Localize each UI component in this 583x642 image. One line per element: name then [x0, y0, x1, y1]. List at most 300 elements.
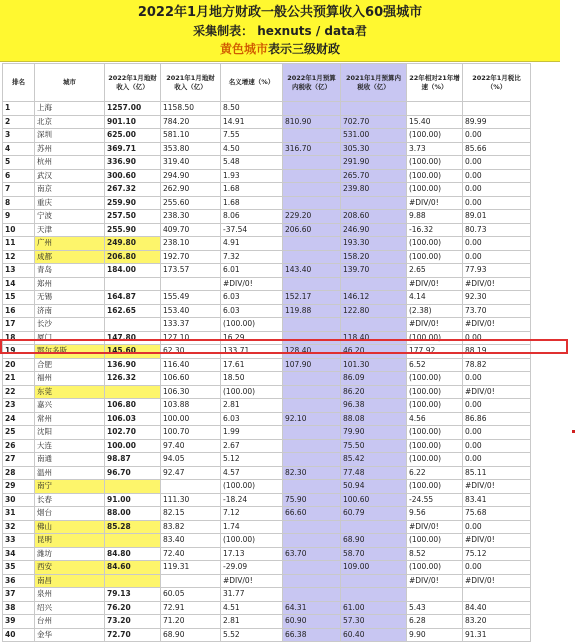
- tax-growth-cell[interactable]: (100.00): [407, 534, 463, 548]
- city-cell[interactable]: 厦门: [35, 331, 105, 345]
- table-row[interactable]: [3, 277, 531, 291]
- tax-ratio-cell[interactable]: 75.68: [463, 507, 531, 521]
- city-cell[interactable]: 无锡: [35, 291, 105, 305]
- tax-2022-cell[interactable]: 66.60: [283, 507, 341, 521]
- revenue-2022-cell[interactable]: 145.60: [105, 345, 161, 359]
- city-cell[interactable]: 广州: [35, 237, 105, 251]
- rank-cell[interactable]: 6: [3, 169, 35, 183]
- tax-2021-cell[interactable]: 265.70: [341, 169, 407, 183]
- tax-2021-cell[interactable]: 61.00: [341, 601, 407, 615]
- rank-cell[interactable]: 21: [3, 372, 35, 386]
- growth-cell[interactable]: 4.91: [221, 237, 283, 251]
- column-header[interactable]: 名义增速（%）: [221, 64, 283, 102]
- table-row[interactable]: [3, 385, 531, 399]
- revenue-2021-cell[interactable]: 83.82: [161, 520, 221, 534]
- growth-cell[interactable]: (100.00): [221, 534, 283, 548]
- tax-growth-cell[interactable]: (100.00): [407, 480, 463, 494]
- growth-cell[interactable]: 31.77: [221, 588, 283, 602]
- growth-cell[interactable]: 5.12: [221, 453, 283, 467]
- revenue-2021-cell[interactable]: 94.05: [161, 453, 221, 467]
- revenue-2022-cell[interactable]: 102.70: [105, 426, 161, 440]
- growth-cell[interactable]: 4.51: [221, 601, 283, 615]
- rank-cell[interactable]: 7: [3, 183, 35, 197]
- tax-2021-cell[interactable]: 305.30: [341, 142, 407, 156]
- growth-cell[interactable]: 4.57: [221, 466, 283, 480]
- revenue-2021-cell[interactable]: 92.47: [161, 466, 221, 480]
- tax-growth-cell[interactable]: (100.00): [407, 453, 463, 467]
- revenue-2022-cell[interactable]: 267.32: [105, 183, 161, 197]
- table-row[interactable]: [3, 601, 531, 615]
- table-row[interactable]: [3, 237, 531, 251]
- growth-cell[interactable]: #DIV/0!: [221, 574, 283, 588]
- tax-ratio-cell[interactable]: #DIV/0!: [463, 574, 531, 588]
- rank-cell[interactable]: 20: [3, 358, 35, 372]
- table-row[interactable]: [3, 628, 531, 642]
- city-cell[interactable]: 佛山: [35, 520, 105, 534]
- revenue-2021-cell[interactable]: 100.00: [161, 412, 221, 426]
- tax-2022-cell[interactable]: 60.90: [283, 615, 341, 629]
- table-row[interactable]: [3, 466, 531, 480]
- tax-2022-cell[interactable]: 119.88: [283, 304, 341, 318]
- revenue-2022-cell[interactable]: 79.13: [105, 588, 161, 602]
- rank-cell[interactable]: 27: [3, 453, 35, 467]
- tax-2021-cell[interactable]: 122.80: [341, 304, 407, 318]
- revenue-2021-cell[interactable]: 173.57: [161, 264, 221, 278]
- revenue-2022-cell[interactable]: 76.20: [105, 601, 161, 615]
- growth-cell[interactable]: -18.24: [221, 493, 283, 507]
- growth-cell[interactable]: 2.67: [221, 439, 283, 453]
- tax-ratio-cell[interactable]: 89.99: [463, 115, 531, 129]
- tax-2021-cell[interactable]: 77.48: [341, 466, 407, 480]
- revenue-2022-cell[interactable]: 106.80: [105, 399, 161, 413]
- tax-growth-cell[interactable]: (100.00): [407, 439, 463, 453]
- tax-2021-cell[interactable]: 86.20: [341, 385, 407, 399]
- city-cell[interactable]: 金华: [35, 628, 105, 642]
- tax-growth-cell[interactable]: 6.52: [407, 358, 463, 372]
- revenue-2021-cell[interactable]: 127.10: [161, 331, 221, 345]
- growth-cell[interactable]: 8.50: [221, 102, 283, 116]
- city-cell[interactable]: 北京: [35, 115, 105, 129]
- tax-2022-cell[interactable]: [283, 426, 341, 440]
- table-row[interactable]: [3, 426, 531, 440]
- tax-2022-cell[interactable]: [283, 156, 341, 170]
- table-row[interactable]: [3, 115, 531, 129]
- table-row[interactable]: [3, 318, 531, 332]
- revenue-2022-cell[interactable]: 1257.00: [105, 102, 161, 116]
- tax-2021-cell[interactable]: 118.40: [341, 331, 407, 345]
- table-row[interactable]: [3, 102, 531, 116]
- revenue-2021-cell[interactable]: 82.15: [161, 507, 221, 521]
- tax-2021-cell[interactable]: 146.12: [341, 291, 407, 305]
- city-cell[interactable]: 长春: [35, 493, 105, 507]
- table-row[interactable]: [3, 358, 531, 372]
- tax-ratio-cell[interactable]: 0.00: [463, 426, 531, 440]
- revenue-2022-cell[interactable]: 901.10: [105, 115, 161, 129]
- tax-ratio-cell[interactable]: 0.00: [463, 196, 531, 210]
- column-header[interactable]: 2021年1月预算内税收（亿）: [341, 64, 407, 102]
- tax-growth-cell[interactable]: 8.52: [407, 547, 463, 561]
- growth-cell[interactable]: 2.81: [221, 399, 283, 413]
- tax-2022-cell[interactable]: [283, 439, 341, 453]
- city-cell[interactable]: 南宁: [35, 480, 105, 494]
- rank-cell[interactable]: 26: [3, 439, 35, 453]
- rank-cell[interactable]: 5: [3, 156, 35, 170]
- table-row[interactable]: [3, 372, 531, 386]
- city-cell[interactable]: 苏州: [35, 142, 105, 156]
- tax-ratio-cell[interactable]: 77.93: [463, 264, 531, 278]
- tax-2021-cell[interactable]: [341, 520, 407, 534]
- tax-2022-cell[interactable]: [283, 372, 341, 386]
- city-cell[interactable]: 南京: [35, 183, 105, 197]
- tax-2021-cell[interactable]: 702.70: [341, 115, 407, 129]
- tax-2021-cell[interactable]: 60.40: [341, 628, 407, 642]
- tax-2021-cell[interactable]: 86.09: [341, 372, 407, 386]
- tax-ratio-cell[interactable]: #DIV/0!: [463, 534, 531, 548]
- tax-growth-cell[interactable]: #DIV/0!: [407, 574, 463, 588]
- tax-2021-cell[interactable]: 158.20: [341, 250, 407, 264]
- city-cell[interactable]: 福州: [35, 372, 105, 386]
- city-cell[interactable]: 武汉: [35, 169, 105, 183]
- tax-ratio-cell[interactable]: 85.11: [463, 466, 531, 480]
- rank-cell[interactable]: 17: [3, 318, 35, 332]
- revenue-2022-cell[interactable]: 255.90: [105, 223, 161, 237]
- tax-2021-cell[interactable]: 96.38: [341, 399, 407, 413]
- growth-cell[interactable]: 7.12: [221, 507, 283, 521]
- table-row[interactable]: [3, 183, 531, 197]
- table-row[interactable]: [3, 250, 531, 264]
- table-row[interactable]: [3, 264, 531, 278]
- tax-2022-cell[interactable]: [283, 129, 341, 143]
- tax-ratio-cell[interactable]: 0.00: [463, 169, 531, 183]
- tax-2022-cell[interactable]: [283, 480, 341, 494]
- tax-ratio-cell[interactable]: 78.82: [463, 358, 531, 372]
- revenue-2021-cell[interactable]: 255.60: [161, 196, 221, 210]
- growth-cell[interactable]: 1.68: [221, 183, 283, 197]
- revenue-2022-cell[interactable]: 249.80: [105, 237, 161, 251]
- table-row[interactable]: [3, 547, 531, 561]
- tax-2022-cell[interactable]: [283, 183, 341, 197]
- growth-cell[interactable]: -37.54: [221, 223, 283, 237]
- rank-cell[interactable]: 13: [3, 264, 35, 278]
- growth-cell[interactable]: 7.32: [221, 250, 283, 264]
- column-header[interactable]: 2022年1月地财收入（亿）: [105, 64, 161, 102]
- tax-growth-cell[interactable]: (100.00): [407, 372, 463, 386]
- revenue-2022-cell[interactable]: 257.50: [105, 210, 161, 224]
- tax-ratio-cell[interactable]: 80.73: [463, 223, 531, 237]
- revenue-2022-cell[interactable]: 147.80: [105, 331, 161, 345]
- tax-ratio-cell[interactable]: 86.86: [463, 412, 531, 426]
- growth-cell[interactable]: 6.03: [221, 291, 283, 305]
- revenue-2021-cell[interactable]: [161, 480, 221, 494]
- rank-cell[interactable]: 35: [3, 561, 35, 575]
- rank-cell[interactable]: 39: [3, 615, 35, 629]
- rank-cell[interactable]: 25: [3, 426, 35, 440]
- rank-cell[interactable]: 32: [3, 520, 35, 534]
- revenue-2021-cell[interactable]: [161, 574, 221, 588]
- revenue-2022-cell[interactable]: 206.80: [105, 250, 161, 264]
- revenue-2021-cell[interactable]: 238.10: [161, 237, 221, 251]
- tax-ratio-cell[interactable]: 0.00: [463, 237, 531, 251]
- table-row[interactable]: [3, 210, 531, 224]
- tax-2022-cell[interactable]: 810.90: [283, 115, 341, 129]
- tax-2022-cell[interactable]: [283, 520, 341, 534]
- revenue-2022-cell[interactable]: 100.00: [105, 439, 161, 453]
- growth-cell[interactable]: 17.13: [221, 547, 283, 561]
- city-cell[interactable]: 台州: [35, 615, 105, 629]
- tax-ratio-cell[interactable]: 0.00: [463, 439, 531, 453]
- revenue-2022-cell[interactable]: [105, 480, 161, 494]
- rank-cell[interactable]: 15: [3, 291, 35, 305]
- tax-2021-cell[interactable]: 50.94: [341, 480, 407, 494]
- tax-2021-cell[interactable]: [341, 588, 407, 602]
- revenue-2022-cell[interactable]: 73.20: [105, 615, 161, 629]
- revenue-2021-cell[interactable]: 133.37: [161, 318, 221, 332]
- tax-ratio-cell[interactable]: 0.00: [463, 331, 531, 345]
- growth-cell[interactable]: (100.00): [221, 385, 283, 399]
- city-cell[interactable]: 嘉兴: [35, 399, 105, 413]
- tax-2021-cell[interactable]: [341, 102, 407, 116]
- tax-growth-cell[interactable]: (100.00): [407, 331, 463, 345]
- tax-2021-cell[interactable]: 100.60: [341, 493, 407, 507]
- city-cell[interactable]: 济南: [35, 304, 105, 318]
- city-cell[interactable]: 青岛: [35, 264, 105, 278]
- revenue-2021-cell[interactable]: 353.80: [161, 142, 221, 156]
- growth-cell[interactable]: (100.00): [221, 318, 283, 332]
- tax-growth-cell[interactable]: 177.92: [407, 345, 463, 359]
- tax-growth-cell[interactable]: [407, 588, 463, 602]
- tax-ratio-cell[interactable]: #DIV/0!: [463, 385, 531, 399]
- growth-cell[interactable]: 1.93: [221, 169, 283, 183]
- tax-2022-cell[interactable]: 206.60: [283, 223, 341, 237]
- growth-cell[interactable]: 16.29: [221, 331, 283, 345]
- city-cell[interactable]: 上海: [35, 102, 105, 116]
- tax-growth-cell[interactable]: (100.00): [407, 237, 463, 251]
- city-cell[interactable]: 杭州: [35, 156, 105, 170]
- rank-cell[interactable]: 14: [3, 277, 35, 291]
- tax-ratio-cell[interactable]: #DIV/0!: [463, 318, 531, 332]
- tax-2022-cell[interactable]: [283, 318, 341, 332]
- city-cell[interactable]: 南昌: [35, 574, 105, 588]
- tax-2022-cell[interactable]: 75.90: [283, 493, 341, 507]
- revenue-2022-cell[interactable]: [105, 385, 161, 399]
- tax-2022-cell[interactable]: 229.20: [283, 210, 341, 224]
- tax-2022-cell[interactable]: 63.70: [283, 547, 341, 561]
- revenue-2021-cell[interactable]: 111.30: [161, 493, 221, 507]
- revenue-2021-cell[interactable]: 192.70: [161, 250, 221, 264]
- tax-2021-cell[interactable]: [341, 318, 407, 332]
- tax-2022-cell[interactable]: 128.40: [283, 345, 341, 359]
- tax-growth-cell[interactable]: #DIV/0!: [407, 277, 463, 291]
- tax-growth-cell[interactable]: -24.55: [407, 493, 463, 507]
- rank-cell[interactable]: 4: [3, 142, 35, 156]
- city-cell[interactable]: 南通: [35, 453, 105, 467]
- city-cell[interactable]: 鄂尔多斯: [35, 345, 105, 359]
- revenue-2021-cell[interactable]: 294.90: [161, 169, 221, 183]
- revenue-2022-cell[interactable]: [105, 574, 161, 588]
- tax-ratio-cell[interactable]: 84.40: [463, 601, 531, 615]
- tax-growth-cell[interactable]: 4.56: [407, 412, 463, 426]
- growth-cell[interactable]: 17.61: [221, 358, 283, 372]
- tax-ratio-cell[interactable]: #DIV/0!: [463, 277, 531, 291]
- tax-ratio-cell[interactable]: 83.41: [463, 493, 531, 507]
- rank-cell[interactable]: 38: [3, 601, 35, 615]
- growth-cell[interactable]: 2.81: [221, 615, 283, 629]
- revenue-2022-cell[interactable]: [105, 534, 161, 548]
- tax-growth-cell[interactable]: (100.00): [407, 385, 463, 399]
- table-row[interactable]: [3, 480, 531, 494]
- tax-growth-cell[interactable]: (100.00): [407, 250, 463, 264]
- growth-cell[interactable]: 7.55: [221, 129, 283, 143]
- tax-growth-cell[interactable]: (100.00): [407, 129, 463, 143]
- city-cell[interactable]: 重庆: [35, 196, 105, 210]
- tax-growth-cell[interactable]: (2.38): [407, 304, 463, 318]
- growth-cell[interactable]: 1.99: [221, 426, 283, 440]
- city-cell[interactable]: 合肥: [35, 358, 105, 372]
- revenue-2022-cell[interactable]: 126.32: [105, 372, 161, 386]
- tax-2022-cell[interactable]: [283, 237, 341, 251]
- rank-cell[interactable]: 22: [3, 385, 35, 399]
- table-row[interactable]: [3, 399, 531, 413]
- tax-ratio-cell[interactable]: 0.00: [463, 399, 531, 413]
- tax-growth-cell[interactable]: 6.28: [407, 615, 463, 629]
- table-row[interactable]: [3, 439, 531, 453]
- city-cell[interactable]: 天津: [35, 223, 105, 237]
- revenue-2021-cell[interactable]: 119.31: [161, 561, 221, 575]
- column-header[interactable]: 2021年1月地财收入（亿）: [161, 64, 221, 102]
- tax-growth-cell[interactable]: 4.14: [407, 291, 463, 305]
- rank-cell[interactable]: 2: [3, 115, 35, 129]
- table-row[interactable]: [3, 156, 531, 170]
- tax-ratio-cell[interactable]: 0.00: [463, 183, 531, 197]
- revenue-2021-cell[interactable]: 100.70: [161, 426, 221, 440]
- tax-growth-cell[interactable]: [407, 102, 463, 116]
- revenue-2022-cell[interactable]: 259.90: [105, 196, 161, 210]
- rank-cell[interactable]: 19: [3, 345, 35, 359]
- tax-2021-cell[interactable]: 85.42: [341, 453, 407, 467]
- tax-2022-cell[interactable]: [283, 534, 341, 548]
- tax-ratio-cell[interactable]: 75.12: [463, 547, 531, 561]
- revenue-2022-cell[interactable]: 84.80: [105, 547, 161, 561]
- rank-cell[interactable]: 28: [3, 466, 35, 480]
- tax-ratio-cell[interactable]: 0.00: [463, 561, 531, 575]
- city-cell[interactable]: 烟台: [35, 507, 105, 521]
- tax-2021-cell[interactable]: [341, 277, 407, 291]
- tax-ratio-cell[interactable]: 0.00: [463, 453, 531, 467]
- growth-cell[interactable]: #DIV/0!: [221, 277, 283, 291]
- tax-growth-cell[interactable]: (100.00): [407, 183, 463, 197]
- revenue-2022-cell[interactable]: 72.70: [105, 628, 161, 642]
- table-row[interactable]: [3, 534, 531, 548]
- revenue-2021-cell[interactable]: 83.40: [161, 534, 221, 548]
- growth-cell[interactable]: 6.03: [221, 412, 283, 426]
- rank-cell[interactable]: 34: [3, 547, 35, 561]
- growth-cell[interactable]: 18.50: [221, 372, 283, 386]
- tax-growth-cell[interactable]: #DIV/0!: [407, 520, 463, 534]
- tax-growth-cell[interactable]: 9.88: [407, 210, 463, 224]
- table-row[interactable]: [3, 493, 531, 507]
- tax-2022-cell[interactable]: 107.90: [283, 358, 341, 372]
- tax-2021-cell[interactable]: [341, 196, 407, 210]
- rank-cell[interactable]: 11: [3, 237, 35, 251]
- tax-ratio-cell[interactable]: 73.70: [463, 304, 531, 318]
- growth-cell[interactable]: (100.00): [221, 480, 283, 494]
- table-row[interactable]: [3, 169, 531, 183]
- growth-cell[interactable]: 14.91: [221, 115, 283, 129]
- revenue-2021-cell[interactable]: 581.10: [161, 129, 221, 143]
- tax-2021-cell[interactable]: 68.90: [341, 534, 407, 548]
- tax-2021-cell[interactable]: 79.90: [341, 426, 407, 440]
- revenue-2021-cell[interactable]: 784.20: [161, 115, 221, 129]
- column-header[interactable]: 城市: [35, 64, 105, 102]
- city-cell[interactable]: 常州: [35, 412, 105, 426]
- tax-ratio-cell[interactable]: 0.00: [463, 129, 531, 143]
- rank-cell[interactable]: 18: [3, 331, 35, 345]
- table-row[interactable]: [3, 588, 531, 602]
- tax-growth-cell[interactable]: #DIV/0!: [407, 196, 463, 210]
- table-row[interactable]: [3, 142, 531, 156]
- tax-2022-cell[interactable]: [283, 169, 341, 183]
- rank-cell[interactable]: 24: [3, 412, 35, 426]
- tax-ratio-cell[interactable]: [463, 588, 531, 602]
- revenue-2022-cell[interactable]: 300.60: [105, 169, 161, 183]
- revenue-2021-cell[interactable]: 106.30: [161, 385, 221, 399]
- growth-cell[interactable]: 5.48: [221, 156, 283, 170]
- revenue-2022-cell[interactable]: [105, 277, 161, 291]
- tax-ratio-cell[interactable]: 92.30: [463, 291, 531, 305]
- tax-growth-cell[interactable]: -16.32: [407, 223, 463, 237]
- city-cell[interactable]: 大连: [35, 439, 105, 453]
- table-row[interactable]: [3, 304, 531, 318]
- tax-2022-cell[interactable]: 82.30: [283, 466, 341, 480]
- revenue-2021-cell[interactable]: 72.91: [161, 601, 221, 615]
- tax-2022-cell[interactable]: 92.10: [283, 412, 341, 426]
- table-row[interactable]: [3, 520, 531, 534]
- revenue-2021-cell[interactable]: 68.90: [161, 628, 221, 642]
- revenue-2022-cell[interactable]: 184.00: [105, 264, 161, 278]
- revenue-2022-cell[interactable]: 162.65: [105, 304, 161, 318]
- tax-2022-cell[interactable]: 316.70: [283, 142, 341, 156]
- tax-2021-cell[interactable]: [341, 574, 407, 588]
- revenue-2021-cell[interactable]: 238.30: [161, 210, 221, 224]
- column-header[interactable]: 排名: [3, 64, 35, 102]
- tax-2021-cell[interactable]: 58.70: [341, 547, 407, 561]
- tax-2021-cell[interactable]: 291.90: [341, 156, 407, 170]
- revenue-2022-cell[interactable]: 91.00: [105, 493, 161, 507]
- revenue-2021-cell[interactable]: 103.88: [161, 399, 221, 413]
- city-cell[interactable]: 沈阳: [35, 426, 105, 440]
- tax-ratio-cell[interactable]: 85.66: [463, 142, 531, 156]
- tax-growth-cell[interactable]: (100.00): [407, 426, 463, 440]
- revenue-2022-cell[interactable]: 98.87: [105, 453, 161, 467]
- column-header[interactable]: 2022年1月预算内税收（亿）: [283, 64, 341, 102]
- table-row[interactable]: [3, 574, 531, 588]
- tax-2022-cell[interactable]: [283, 453, 341, 467]
- tax-growth-cell[interactable]: 3.73: [407, 142, 463, 156]
- revenue-2022-cell[interactable]: 96.70: [105, 466, 161, 480]
- tax-2021-cell[interactable]: 208.60: [341, 210, 407, 224]
- rank-cell[interactable]: 33: [3, 534, 35, 548]
- tax-2021-cell[interactable]: 109.00: [341, 561, 407, 575]
- revenue-2021-cell[interactable]: 153.40: [161, 304, 221, 318]
- growth-cell[interactable]: 5.52: [221, 628, 283, 642]
- growth-cell[interactable]: 6.01: [221, 264, 283, 278]
- tax-2021-cell[interactable]: 46.20: [341, 345, 407, 359]
- tax-2021-cell[interactable]: 193.30: [341, 237, 407, 251]
- growth-cell[interactable]: 1.68: [221, 196, 283, 210]
- growth-cell[interactable]: 133.71: [221, 345, 283, 359]
- revenue-2022-cell[interactable]: 106.03: [105, 412, 161, 426]
- rank-cell[interactable]: 9: [3, 210, 35, 224]
